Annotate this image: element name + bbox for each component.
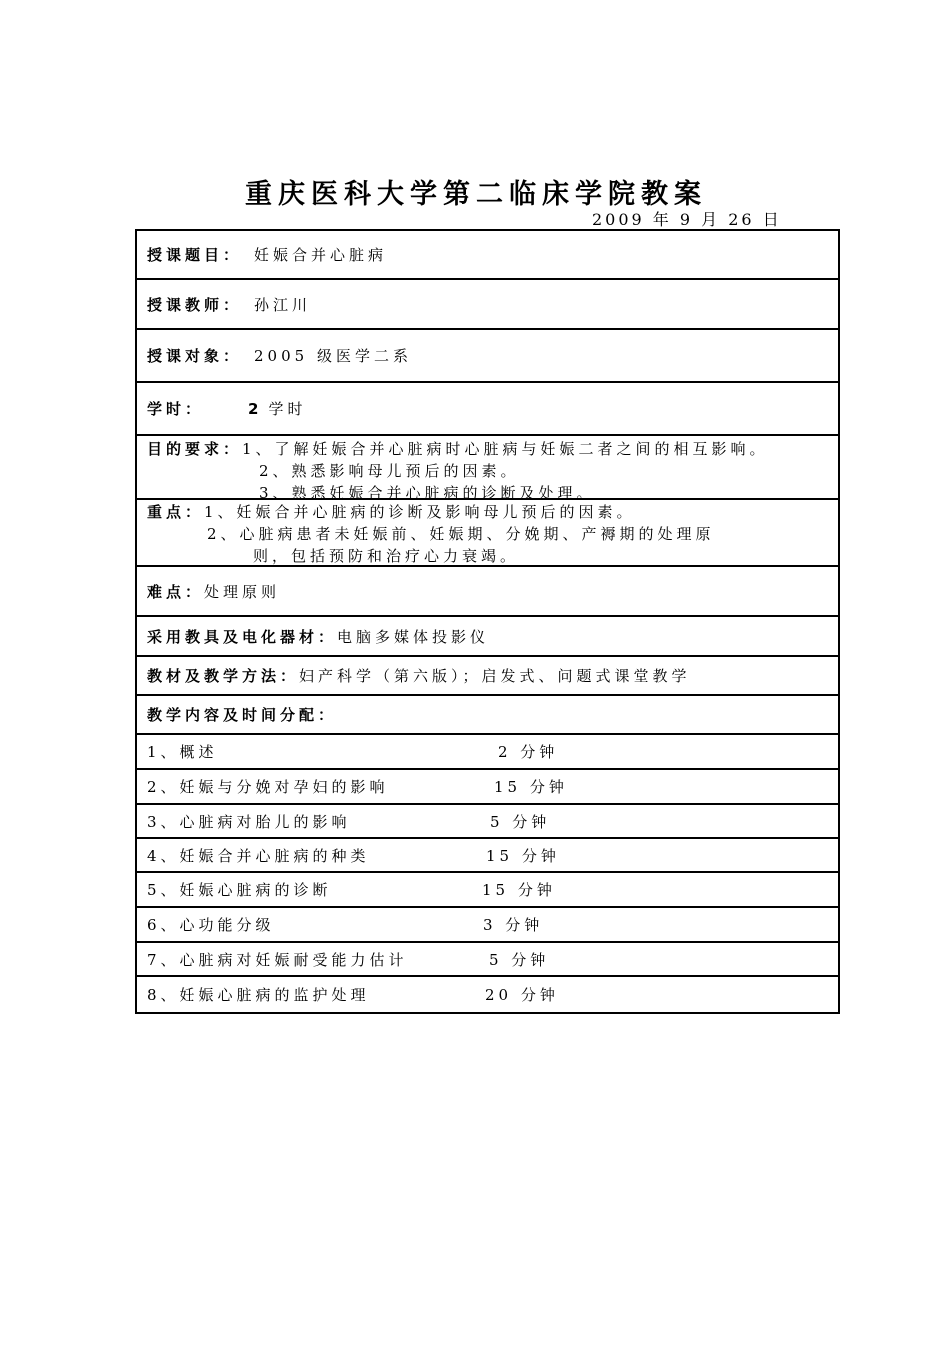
document-date: 2009 年 9 月 26 日 [592, 210, 782, 229]
key-points-label: 重点： [147, 503, 205, 521]
lesson-plan-table [135, 229, 840, 1014]
hours-number: 2 [248, 399, 263, 418]
difficulty-value: 处理原则 [204, 582, 281, 601]
schedule-row [137, 943, 838, 977]
equipment-value: 电脑多媒体投影仪 [337, 627, 490, 646]
schedule-item-text: 8、妊娠心脏病的监护处理 [147, 986, 370, 1004]
schedule-row [137, 805, 838, 839]
key-point-item: 1、妊娠合并心脏病的诊断及影响母儿预后的因素。 [204, 503, 636, 521]
method-value: 妇产科学（第六版）；启发式、问题式课堂教学 [299, 667, 691, 685]
teacher-value: 孙江川 [254, 295, 312, 314]
schedule-item-time: 15 分钟 [494, 778, 568, 796]
goal-item: 2、熟悉影响母儿预后的因素。 [259, 462, 520, 480]
row-key-points [137, 500, 838, 567]
schedule-item-time: 5 分钟 [490, 812, 551, 831]
schedule-item-text: 5、妊娠心脏病的诊断 [147, 881, 332, 899]
schedule-item-text: 7、心脏病对妊娠耐受能力估计 [147, 950, 408, 969]
schedule-row [137, 873, 838, 908]
schedule-row [137, 770, 838, 805]
schedule-item-time: 3 分钟 [483, 916, 544, 934]
goal-item: 3、熟悉妊娠合并心脏病的诊断及处理。 [259, 484, 596, 502]
goals-label: 目的要求： [147, 440, 243, 458]
schedule-row [137, 839, 838, 873]
topic-value: 妊娠合并心脏病 [254, 246, 388, 264]
row-teacher [137, 280, 838, 330]
content-label: 教学内容及时间分配： [147, 706, 338, 724]
equipment-label: 采用教具及电化器材： [147, 627, 338, 646]
method-label: 教材及教学方法： [147, 667, 300, 685]
audience-value: 2005 级医学二系 [254, 347, 412, 365]
difficulty-label: 难点： [147, 582, 205, 601]
row-topic [137, 231, 838, 280]
key-point-item: 2、心脏病患者未妊娠前、妊娠期、分娩期、产褥期的处理原 [207, 525, 715, 543]
schedule-row [137, 977, 838, 1012]
schedule-item-time: 20 分钟 [485, 986, 559, 1004]
schedule-item-time: 15 分钟 [482, 881, 556, 899]
row-difficulty [137, 567, 838, 617]
row-method [137, 657, 838, 696]
schedule-item-time: 5 分钟 [489, 950, 550, 969]
audience-label: 授课对象： [147, 347, 243, 365]
row-goals [137, 436, 838, 500]
row-equipment [137, 617, 838, 657]
row-audience [137, 330, 838, 383]
document-title: 重庆医科大学第二临床学院教案 [245, 179, 707, 210]
schedule-row [137, 735, 838, 770]
schedule-item-text: 4、妊娠合并心脏病的种类 [147, 846, 370, 865]
schedule-item-time: 15 分钟 [486, 846, 560, 865]
schedule-item-time: 2 分钟 [498, 743, 559, 761]
goal-item: 1、了解妊娠合并心脏病时心脏病与妊娠二者之间的相互影响。 [242, 440, 769, 458]
schedule-item-text: 3、心脏病对胎儿的影响 [147, 812, 351, 831]
row-content-header [137, 696, 838, 735]
teacher-label: 授课教师： [147, 295, 243, 314]
schedule-item-text: 6、心功能分级 [147, 916, 275, 934]
schedule-item-text: 2、妊娠与分娩对孕妇的影响 [147, 778, 389, 796]
hours-unit: 学时 [268, 400, 307, 418]
schedule-item-text: 1、概述 [147, 743, 218, 761]
schedule-row [137, 908, 838, 943]
topic-label: 授课题目： [147, 246, 243, 264]
hours-label: 学时： [147, 400, 205, 418]
key-point-item: 则，包括预防和治疗心力衰竭。 [253, 547, 520, 565]
row-hours [137, 383, 838, 436]
